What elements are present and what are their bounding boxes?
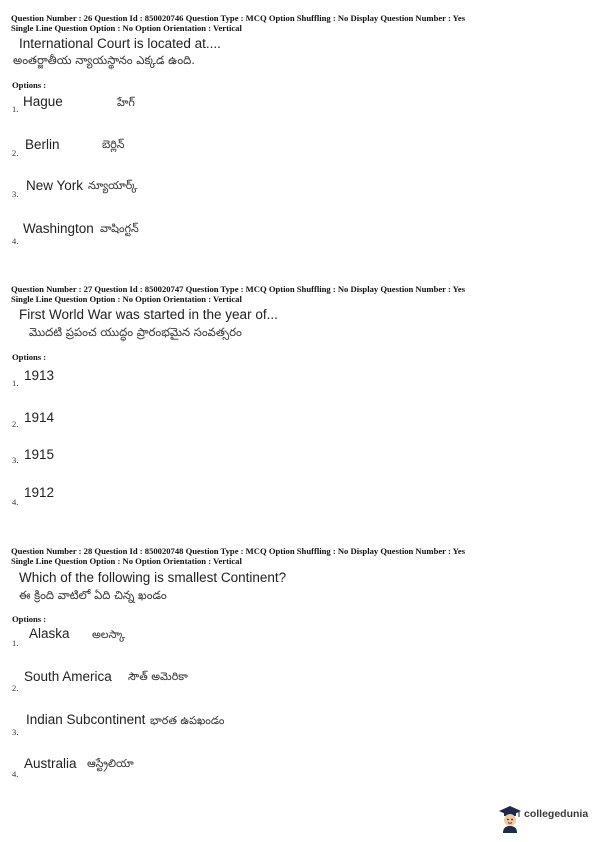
option-number: 4. bbox=[12, 236, 19, 246]
option-text: Alaska bbox=[29, 626, 70, 641]
option-text: South America bbox=[24, 669, 112, 684]
option-number: 2. bbox=[12, 683, 19, 693]
logo-wordmark: collegedunia bbox=[524, 808, 589, 820]
question-meta-line: Question Number : 26 Question Id : 850020746 Question Type : MCQ Option Shuffling : No Display Question Number : Yes bbox=[11, 13, 466, 23]
option-number: 3. bbox=[12, 727, 19, 737]
option-number: 3. bbox=[12, 189, 19, 199]
option-text: Washington bbox=[23, 221, 94, 236]
question-meta bbox=[11, 284, 586, 304]
options-label: Options : bbox=[12, 80, 47, 90]
options-label: Options : bbox=[12, 614, 47, 624]
option-text-telugu: అలస్కా bbox=[92, 628, 126, 641]
option-text-telugu: భారత ఉపఖండం bbox=[150, 714, 225, 727]
option-text: 1915 bbox=[24, 447, 55, 462]
option-number: 4. bbox=[12, 497, 19, 507]
option-number: 4. bbox=[12, 769, 19, 779]
question-text: First World War was started in the year of... bbox=[19, 307, 278, 322]
question-meta-line: Question Number : 28 Question Id : 850020748 Question Type : MCQ Option Shuffling : No Display Question Number : Yes bbox=[11, 546, 466, 556]
question-text-telugu: ఈ క్రింది వాటిలో ఏది చిన్న ఖండం bbox=[19, 588, 167, 602]
option-number: 3. bbox=[12, 455, 19, 465]
option-text-telugu: ఆస్ట్రేలియా bbox=[87, 757, 134, 770]
option-text: Hague bbox=[23, 94, 63, 109]
question-meta-line: Single Line Question Option : No Option Orientation : Vertical bbox=[11, 294, 242, 304]
option-text: Australia bbox=[24, 756, 77, 771]
option-text: Indian Subcontinent bbox=[26, 712, 146, 727]
collegedunia-logo bbox=[498, 800, 590, 836]
option-text: New York bbox=[26, 178, 84, 193]
option-text: Berlin bbox=[25, 137, 60, 152]
option-text: 1914 bbox=[24, 410, 55, 425]
question-text: Which of the following is smallest Continent? bbox=[19, 570, 287, 585]
question-meta bbox=[11, 546, 586, 566]
option-text-telugu: హేగ్ bbox=[117, 96, 135, 109]
question-meta-line: Single Line Question Option : No Option Orientation : Vertical bbox=[11, 23, 242, 33]
option-number: 2. bbox=[12, 148, 19, 158]
option-text-telugu: సౌత్ అమెరికా bbox=[128, 670, 188, 683]
option-number: 2. bbox=[12, 419, 19, 429]
option-text-telugu: వాషింగ్టన్ bbox=[100, 222, 139, 235]
question-text-telugu: అంతర్జాతీయ న్యాయస్థానం ఎక్కడ ఉంది. bbox=[13, 53, 195, 67]
question-text-telugu: మొదటి ప్రపంచ యుద్ధం ప్రారంభమైన సంవత్సరం bbox=[29, 325, 242, 339]
question-text: International Court is located at.... bbox=[19, 36, 221, 51]
option-text-telugu: న్యూయార్క్ bbox=[88, 179, 138, 192]
option-number: 1. bbox=[12, 378, 19, 388]
option-number: 1. bbox=[12, 638, 19, 648]
options-label: Options : bbox=[12, 352, 47, 362]
option-text: 1912 bbox=[24, 485, 55, 500]
question-meta-line: Single Line Question Option : No Option Orientation : Vertical bbox=[11, 556, 242, 566]
question-meta bbox=[11, 13, 586, 33]
option-text-telugu: బెర్లిన్ bbox=[102, 138, 125, 151]
question-meta-line: Question Number : 27 Question Id : 850020747 Question Type : MCQ Option Shuffling : No Display Question Number : Yes bbox=[11, 284, 466, 294]
option-number: 1. bbox=[12, 104, 19, 114]
option-text: 1913 bbox=[24, 368, 55, 383]
graduate-mascot-icon bbox=[498, 803, 522, 833]
